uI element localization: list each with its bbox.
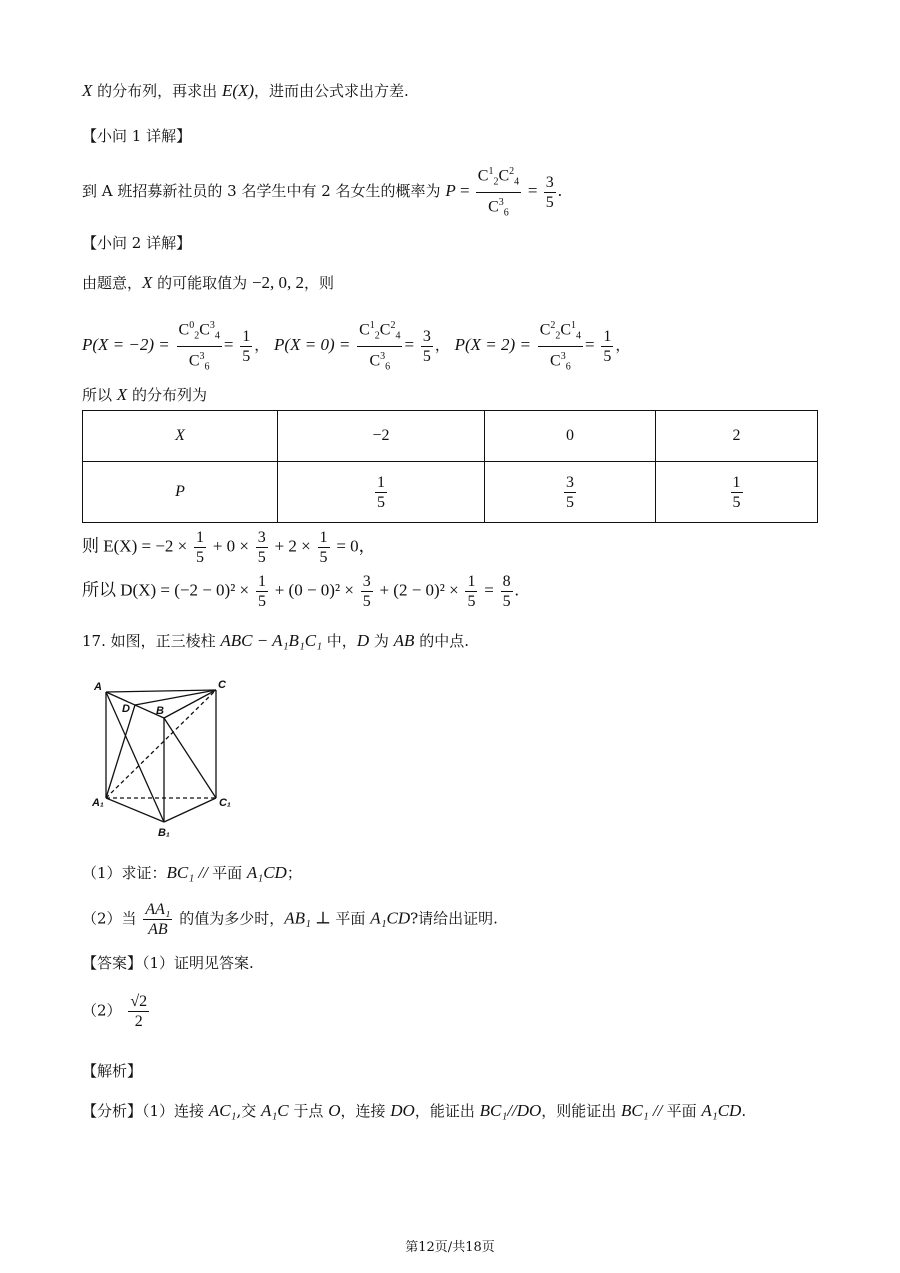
fenxi-line: 【分析】（1）连接 AC₁,交 A₁C 于点 O，连接 DO，能证出 BC₁//DO，则能证出 BC₁ // 平面 A₁CD. xyxy=(82,1101,747,1120)
intro-line: X 的分布列，再求出 E(X)，进而由公式求出方差. xyxy=(82,81,409,100)
table-row: P $\frac{1}{5}$ $\frac{3}{5}$ $\frac{1}{5}$ xyxy=(83,462,818,523)
answer-2: （2） $\frac{√2}{2}$ xyxy=(82,993,148,1030)
var-x: X xyxy=(82,81,93,100)
part-1: （1）求证：BC₁ // 平面 A₁CD； xyxy=(82,863,302,882)
q1-fraction: $\frac{C^1_2C^2_4}{C^3_6}$ xyxy=(476,162,521,222)
answer-1: 【答案】（1）证明见答案. xyxy=(82,954,254,972)
q2-heading: 【小问 2 详解】 xyxy=(82,234,192,252)
label-a1: A₁ xyxy=(92,797,104,809)
label-b1: B₁ xyxy=(158,827,170,839)
analysis-label: 【解析】 xyxy=(82,1062,143,1080)
expectation-line: 则 E(X) = −2 × $\frac{1}{5}$ + 0 × $\frac{3}{5}$ + 2 × $\frac{1}{5}$ = 0， xyxy=(82,529,376,566)
q2-line: 由题意，X 的可能取值为 −2, 0, 2，则 xyxy=(82,273,335,292)
label-b: B xyxy=(156,705,164,717)
label-c1: C₁ xyxy=(219,797,231,809)
distribution-table xyxy=(82,410,818,523)
q1-line: 到 A 班招募新社员的 3 名学生中有 2 名女生的概率为 P = $\frac{C^1_2C^2_4}{C^3_6}$ = $\frac{3}{5}$ . xyxy=(82,162,562,222)
q1-heading: 【小问 1 详解】 xyxy=(82,127,192,145)
label-a: A xyxy=(94,681,102,693)
part-2: （2）当 $\frac{\text{AA₁}}{AB}$ 的值为多少时，AB₁ ⊥ 平面 A₁CD?请给出证明. xyxy=(82,901,498,938)
dist-caption: 所以 X 的分布列为 xyxy=(82,385,207,404)
variance-line: 所以 D(X) = (−2 − 0)² × $\frac{1}{5}$ + (0 − 0)² × $\frac{3}{5}$ + (2 − 0)² × $\frac{1}{5}$ = $\frac{8}{5}$ . xyxy=(82,573,519,610)
label-d: D xyxy=(122,703,130,715)
page-footer: 第12页/共18页 xyxy=(405,1240,495,1255)
probability-line: P(X = −2) = $\frac{C^0_2C^3_4}{C^3_6}$ = $\frac{1}{5}$ ， P(X = 0) = $\frac{C^1_2C^2_4}{C^3_6}$ = $\frac{3}{5}$ ， P(X = 2) = $\frac{C^2_2C^1_4}{C^3_6}$ = $\frac{1}{5}$ ， xyxy=(82,316,630,376)
label-c: C xyxy=(218,679,226,691)
table-row: X −2 0 2 xyxy=(83,411,818,462)
prism-figure xyxy=(92,678,252,843)
problem-17: 17. 如图，正三棱柱 ABC − A₁B₁C₁ 中，D 为 AB 的中点. xyxy=(82,631,469,650)
